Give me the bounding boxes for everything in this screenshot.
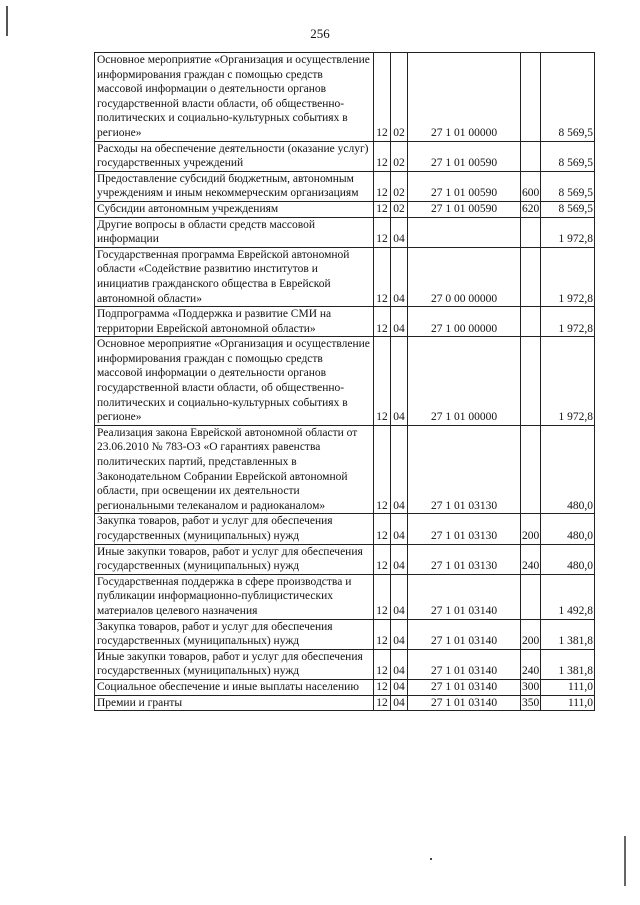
row-expense-type: [521, 217, 541, 247]
row-target-article: 27 1 01 00590: [408, 171, 521, 201]
row-amount: 1 381,8: [541, 649, 595, 679]
table-row: [95, 337, 595, 426]
row-subsection: 04: [391, 337, 408, 426]
row-section: 12: [374, 337, 391, 426]
row-target-article: 27 1 01 03140: [408, 695, 521, 711]
table-row: [95, 574, 595, 619]
row-target-article: 27 1 01 03140: [408, 619, 521, 649]
row-amount: 1 972,8: [541, 217, 595, 247]
row-amount: 1 492,8: [541, 574, 595, 619]
row-section: 12: [374, 201, 391, 217]
row-expense-type: 200: [521, 514, 541, 544]
row-subsection: 04: [391, 619, 408, 649]
row-target-article: 27 1 01 03140: [408, 574, 521, 619]
row-amount: 8 569,5: [541, 53, 595, 142]
row-subsection: 02: [391, 141, 408, 171]
row-section: 12: [374, 307, 391, 337]
row-expense-type: 600: [521, 171, 541, 201]
row-subsection: 04: [391, 574, 408, 619]
row-name: Реализация закона Еврейской автономной области от 23.06.2010 № 783-ОЗ «О гарантиях равенства политических партий, представленных в Законодательном Собрании Еврейской автономной области, при освещении их деятельности региональными телеканалом и радиоканалом»: [95, 425, 374, 514]
row-section: 12: [374, 544, 391, 574]
row-name: Закупка товаров, работ и услуг для обеспечения государственных (муниципальных) нужд: [95, 514, 374, 544]
row-name: Другие вопросы в области средств массовой информации: [95, 217, 374, 247]
table-row: [95, 544, 595, 574]
table-row: [95, 679, 595, 695]
row-amount: 8 569,5: [541, 141, 595, 171]
row-amount: 480,0: [541, 514, 595, 544]
row-section: 12: [374, 695, 391, 711]
row-amount: 480,0: [541, 544, 595, 574]
row-expense-type: 240: [521, 544, 541, 574]
table-row: [95, 141, 595, 171]
row-section: 12: [374, 217, 391, 247]
page-number: 256: [310, 26, 330, 41]
row-name: Субсидии автономным учреждениям: [95, 201, 374, 217]
row-subsection: 04: [391, 247, 408, 306]
table-row: [95, 217, 595, 247]
budget-table: [94, 52, 595, 711]
table-row: [95, 171, 595, 201]
table-row: [95, 307, 595, 337]
row-target-article: 27 1 01 00000: [408, 53, 521, 142]
row-expense-type: 240: [521, 649, 541, 679]
row-expense-type: 620: [521, 201, 541, 217]
row-subsection: 04: [391, 544, 408, 574]
row-amount: 1 972,8: [541, 337, 595, 426]
row-target-article: 27 1 01 03130: [408, 544, 521, 574]
row-target-article: 27 1 01 03130: [408, 514, 521, 544]
row-expense-type: 300: [521, 679, 541, 695]
table-row: [95, 53, 595, 142]
row-name: Иные закупки товаров, работ и услуг для обеспечения государственных (муниципальных) нужд: [95, 649, 374, 679]
row-name: Государственная программа Еврейской автономной области «Содействие развитию институтов и инициатив гражданского общества в Еврейской автономной области»: [95, 247, 374, 306]
row-name: Основное мероприятие «Организация и осуществление информирования граждан с помощью средств массовой информации о деятельности органов государственной власти области, об общественно-политических и социально-культурных событиях в регионе»: [95, 337, 374, 426]
table-row: [95, 649, 595, 679]
row-subsection: 04: [391, 695, 408, 711]
row-name: Закупка товаров, работ и услуг для обеспечения государственных (муниципальных) нужд: [95, 619, 374, 649]
row-subsection: 04: [391, 307, 408, 337]
row-section: 12: [374, 247, 391, 306]
row-name: Расходы на обеспечение деятельности (оказание услуг) государственных учреждений: [95, 141, 374, 171]
scan-margin-mark-right: [624, 836, 626, 886]
row-subsection: 02: [391, 53, 408, 142]
row-subsection: 02: [391, 201, 408, 217]
row-section: 12: [374, 514, 391, 544]
table-row: [95, 247, 595, 306]
row-section: 12: [374, 619, 391, 649]
row-subsection: 04: [391, 649, 408, 679]
row-target-article: 27 1 01 03140: [408, 649, 521, 679]
row-name: Предоставление субсидий бюджетным, автономным учреждениям и иным некоммерческим организациям: [95, 171, 374, 201]
row-expense-type: 200: [521, 619, 541, 649]
row-amount: 1 972,8: [541, 247, 595, 306]
row-target-article: [408, 217, 521, 247]
budget-table-body: [95, 53, 595, 711]
row-subsection: 04: [391, 217, 408, 247]
row-section: 12: [374, 141, 391, 171]
row-name: Иные закупки товаров, работ и услуг для обеспечения государственных (муниципальных) нужд: [95, 544, 374, 574]
row-name: Основное мероприятие «Организация и осуществление информирования граждан с помощью средств массовой информации о деятельности органов государственной власти области, об общественно-политических и социально-культурных событиях в регионе»: [95, 53, 374, 142]
row-expense-type: [521, 53, 541, 142]
row-section: 12: [374, 171, 391, 201]
row-section: 12: [374, 53, 391, 142]
table-row: [95, 619, 595, 649]
row-subsection: 04: [391, 679, 408, 695]
row-target-article: 27 1 01 03140: [408, 679, 521, 695]
row-section: 12: [374, 425, 391, 514]
row-target-article: 27 1 01 00000: [408, 337, 521, 426]
row-name: Социальное обеспечение и иные выплаты населению: [95, 679, 374, 695]
row-target-article: 27 1 01 00590: [408, 201, 521, 217]
row-amount: 1 972,8: [541, 307, 595, 337]
row-subsection: 02: [391, 171, 408, 201]
row-expense-type: 350: [521, 695, 541, 711]
row-name: Государственная поддержка в сфере производства и публикации информационно-публицистических материалов целевого назначения: [95, 574, 374, 619]
row-name: Подпрограмма «Поддержка и развитие СМИ на территории Еврейской автономной области»: [95, 307, 374, 337]
row-amount: 8 569,5: [541, 171, 595, 201]
row-section: 12: [374, 649, 391, 679]
table-row: [95, 514, 595, 544]
row-expense-type: [521, 141, 541, 171]
table-row: [95, 201, 595, 217]
row-target-article: 27 1 01 00590: [408, 141, 521, 171]
row-expense-type: [521, 574, 541, 619]
table-row: [95, 695, 595, 711]
row-amount: 111,0: [541, 695, 595, 711]
row-section: 12: [374, 574, 391, 619]
row-expense-type: [521, 247, 541, 306]
row-target-article: 27 0 00 00000: [408, 247, 521, 306]
row-target-article: 27 1 00 00000: [408, 307, 521, 337]
row-amount: 480,0: [541, 425, 595, 514]
table-row: [95, 425, 595, 514]
row-expense-type: [521, 337, 541, 426]
row-amount: 8 569,5: [541, 201, 595, 217]
row-section: 12: [374, 679, 391, 695]
row-subsection: 04: [391, 425, 408, 514]
row-name: Премии и гранты: [95, 695, 374, 711]
row-target-article: 27 1 01 03130: [408, 425, 521, 514]
scan-speck: [430, 858, 432, 860]
row-amount: 1 381,8: [541, 619, 595, 649]
row-subsection: 04: [391, 514, 408, 544]
row-expense-type: [521, 307, 541, 337]
row-expense-type: [521, 425, 541, 514]
row-amount: 111,0: [541, 679, 595, 695]
